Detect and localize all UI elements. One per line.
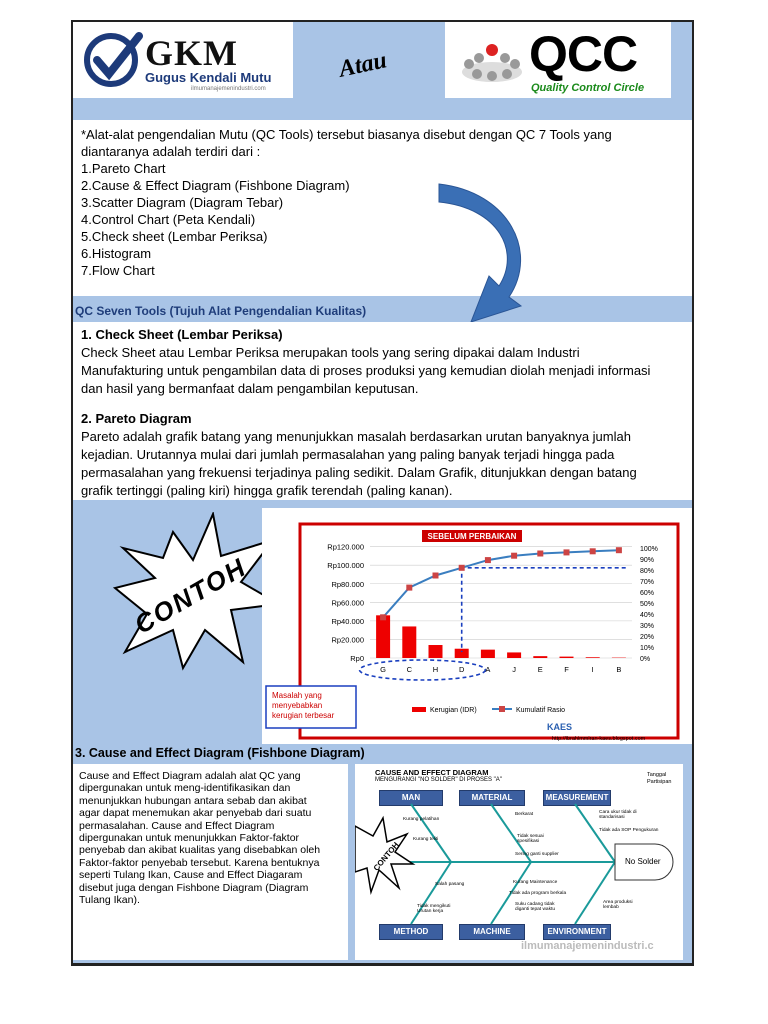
fishbone-cat-machine: MACHINE xyxy=(459,924,525,940)
pareto-chart xyxy=(262,508,694,744)
x-tick-label: C xyxy=(406,665,413,674)
bar xyxy=(560,657,574,658)
annotation-text: kerugian terbesar xyxy=(272,711,335,720)
gkm-subtitle: Gugus Kendali Mutu xyxy=(145,70,272,85)
fishbone-diagram-subtitle: MENGURANGI "NO SOLDER" DI PROSES "A" xyxy=(375,777,502,783)
y2-tick-label: 30% xyxy=(640,623,655,630)
intro-item: 6.Histogram xyxy=(81,246,152,261)
fishbone-diagram xyxy=(355,764,683,960)
legend-bar-label: Kerugian (IDR) xyxy=(430,707,477,714)
bar xyxy=(507,652,521,658)
qc-seven-heading: QC Seven Tools (Tujuh Alat Pengendalian Kualitas) xyxy=(75,304,367,318)
y2-tick-label: 40% xyxy=(640,612,655,619)
bar xyxy=(481,650,495,658)
fishbone-diagram-title: CAUSE AND EFFECT DIAGRAM xyxy=(375,768,489,777)
x-tick-label: B xyxy=(616,665,622,674)
contoh-starburst xyxy=(113,512,283,672)
y2-tick-label: 90% xyxy=(640,557,655,564)
cumulative-point xyxy=(511,553,517,559)
page-frame xyxy=(71,20,694,966)
y2-tick-label: 0% xyxy=(640,656,651,663)
chart-title: SEBELUM PERBAIKAN xyxy=(427,532,517,541)
bar xyxy=(533,656,547,658)
x-tick-label: G xyxy=(380,665,387,674)
fishbone-cause: Tidak sesuai spesifikasi xyxy=(517,834,544,844)
y-tick-label: Rp0 xyxy=(350,654,364,663)
cumulative-point xyxy=(590,548,596,554)
fishbone-cause: Suku cadang tidak diganti tepat waktu xyxy=(515,902,556,912)
gkm-url: ilmumanajemenindustri.com xyxy=(191,86,266,92)
fishbone-tanggal: Tanggal xyxy=(647,772,667,778)
curved-arrow-icon xyxy=(429,172,539,332)
y-tick-label: Rp60.000 xyxy=(331,598,364,608)
cumulative-point xyxy=(433,573,439,579)
y2-tick-label: 20% xyxy=(640,634,655,641)
checkmark-circle-icon xyxy=(83,30,143,90)
y-tick-label: Rp120.000 xyxy=(327,542,364,552)
y-tick-label: Rp40.000 xyxy=(331,616,364,626)
fishbone-cause: Kurang teliti xyxy=(413,837,439,842)
y2-tick-label: 60% xyxy=(640,590,655,597)
x-tick-label: F xyxy=(564,665,569,674)
y-tick-label: Rp20.000 xyxy=(331,635,364,645)
check-sheet-title: 1. Check Sheet (Lembar Periksa) xyxy=(81,327,283,342)
fishbone-cause: Berkarat xyxy=(515,812,534,817)
legend-line-label: Kumulatif Rasio xyxy=(516,707,566,714)
fishbone-cause: Kurang pelatihan xyxy=(403,817,440,822)
pareto-text: Pareto adalah grafik batang yang menunjukkan masalah berdasarkan urutan banyaknya jumlah kejadian. Urutannya mulai dari jumlah permasalahan yang paling banyak terjadi hingga pada permasalahan yang frekuensi terjadinya paling sedikit. Dalam Grafik, ditunjukkan dengan batang grafik tertinggi (paling kiri) hingga grafik terendah (paling kanan). xyxy=(81,429,637,498)
fishbone-heading: 3. Cause and Effect Diagram (Fishbone Diagram) xyxy=(75,746,365,760)
cumulative-point xyxy=(616,547,622,553)
cumulative-point xyxy=(406,585,412,591)
intro-item: 3.Scatter Diagram (Diagram Tebar) xyxy=(81,195,284,210)
qcc-subtitle: Quality Control Circle xyxy=(531,82,645,94)
y2-tick-label: 50% xyxy=(640,601,655,608)
legend-line-marker xyxy=(499,706,505,712)
fishbone-cause: Tidak ada SOP Pengukuran xyxy=(599,828,659,833)
intro-item: 7.Flow Chart xyxy=(81,263,155,278)
team-circle-icon xyxy=(457,36,527,86)
fishbone-cat-measurement: MEASUREMENT xyxy=(543,790,611,806)
fishbone-text-block xyxy=(73,764,348,960)
y-tick-label: Rp80.000 xyxy=(331,579,364,589)
y2-tick-label: 80% xyxy=(640,568,655,575)
intro-item: 1.Pareto Chart xyxy=(81,161,166,176)
fishbone-effect: No Solder xyxy=(625,857,661,866)
intro-item: 4.Control Chart (Peta Kendali) xyxy=(81,212,256,227)
cumulative-point xyxy=(564,549,570,555)
x-tick-label: E xyxy=(537,665,543,674)
fishbone-partisipan: Partisipan xyxy=(647,779,672,785)
fishbone-cause: Area produksi lembab xyxy=(603,900,633,910)
intro-item: 2.Cause & Effect Diagram (Fishbone Diagram) xyxy=(81,178,350,193)
x-tick-label: A xyxy=(485,665,491,674)
pareto-title: 2. Pareto Diagram xyxy=(81,411,192,426)
fishbone-cause: Tidak ada program berkala xyxy=(509,891,567,896)
qcc-title: QCC xyxy=(529,26,638,82)
annotation-text: Masalah yang xyxy=(272,691,322,700)
bar xyxy=(429,645,443,658)
bar xyxy=(402,626,416,658)
annotation-text: menyebabkan xyxy=(272,701,323,710)
bar xyxy=(586,657,600,658)
fishbone-cause: Cara ukur tidak di standarisasi xyxy=(599,810,637,820)
y2-tick-label: 70% xyxy=(640,579,655,586)
fishbone-cause: Kurang Maintenance xyxy=(513,880,558,885)
chart-credit-url: http://ibrahimmiran-kaes.blogspot.com xyxy=(552,736,646,742)
fishbone-cat-environment: ENVIRONMENT xyxy=(543,924,611,940)
pareto-chart-svg xyxy=(262,508,694,744)
y2-tick-label: 100% xyxy=(640,546,658,553)
fishbone-text: Cause and Effect Diagram adalah alat QC yang dipergunakan untuk meng-identifikasikan dan menunjukkan hubungan antara sebab dan akibat agar dapat menemukan akar penyebab dari suatu permasalahan. Cause and Effect Diagram dipergunakan untuk menunjukkan Faktor-faktor penyebab dan akibat kualitas yang disebabkan oleh Faktor-faktor penyebab tersebut. Karena bentuknya seperti Tulang Ikan, Cause and Effect Diagaram disebut juga dengan Fishbone Diagram (Diagram Tulang Ikan). xyxy=(79,770,321,907)
cumulative-point xyxy=(485,557,491,563)
cumulative-point xyxy=(380,614,386,620)
y-tick-label: Rp100.000 xyxy=(327,561,364,571)
gkm-title: GKM xyxy=(145,33,238,73)
x-tick-label: D xyxy=(458,665,465,674)
intro-item: 5.Check sheet (Lembar Periksa) xyxy=(81,229,268,244)
contoh-text: CONTOH xyxy=(129,551,252,640)
cumulative-point xyxy=(537,551,543,557)
fishbone-cat-material: MATERIAL xyxy=(459,790,525,806)
qcc-logo xyxy=(445,22,671,98)
fishbone-cause: Tidak mengikuti Urutan kerja xyxy=(417,904,451,914)
x-tick-label: J xyxy=(512,665,516,674)
intro-block xyxy=(73,120,694,296)
fishbone-cause: Sering ganti supplier xyxy=(515,852,559,857)
check-sheet-text: Check Sheet atau Lembar Periksa merupakan tools yang sering dipakai dalam Industri Manufakturing untuk pengambilan data di proses produksi yang kemudian diolah menjadi informasi dan hasil yang bermanfaat dalam pengambilan keputusan. xyxy=(81,345,651,396)
fishbone-cat-man: MAN xyxy=(379,790,443,806)
fishbone-cat-method: METHOD xyxy=(379,924,443,940)
intro-text: *Alat-alat pengendalian Mutu (QC Tools) tersebut biasanya disebut dengan QC 7 Tools yang diantaranya adalah terdiri dari : xyxy=(81,127,612,159)
bar xyxy=(455,649,469,658)
fishbone-contoh-text: CONTOH xyxy=(371,840,401,873)
fishbone-cause: Salah pasang xyxy=(435,882,465,887)
chart-credit: KAES xyxy=(547,722,573,732)
gkm-logo xyxy=(73,22,293,98)
legend-bar-swatch xyxy=(412,707,426,712)
bar xyxy=(376,615,390,658)
cumulative-point xyxy=(459,565,465,571)
sections-block xyxy=(73,322,694,500)
x-tick-label: I xyxy=(591,665,594,674)
fishbone-watermark: ilmumanajemenindustri.c xyxy=(521,940,654,952)
atau-label: Atau xyxy=(336,47,390,83)
x-tick-label: H xyxy=(432,665,439,674)
y2-tick-label: 10% xyxy=(640,645,655,652)
